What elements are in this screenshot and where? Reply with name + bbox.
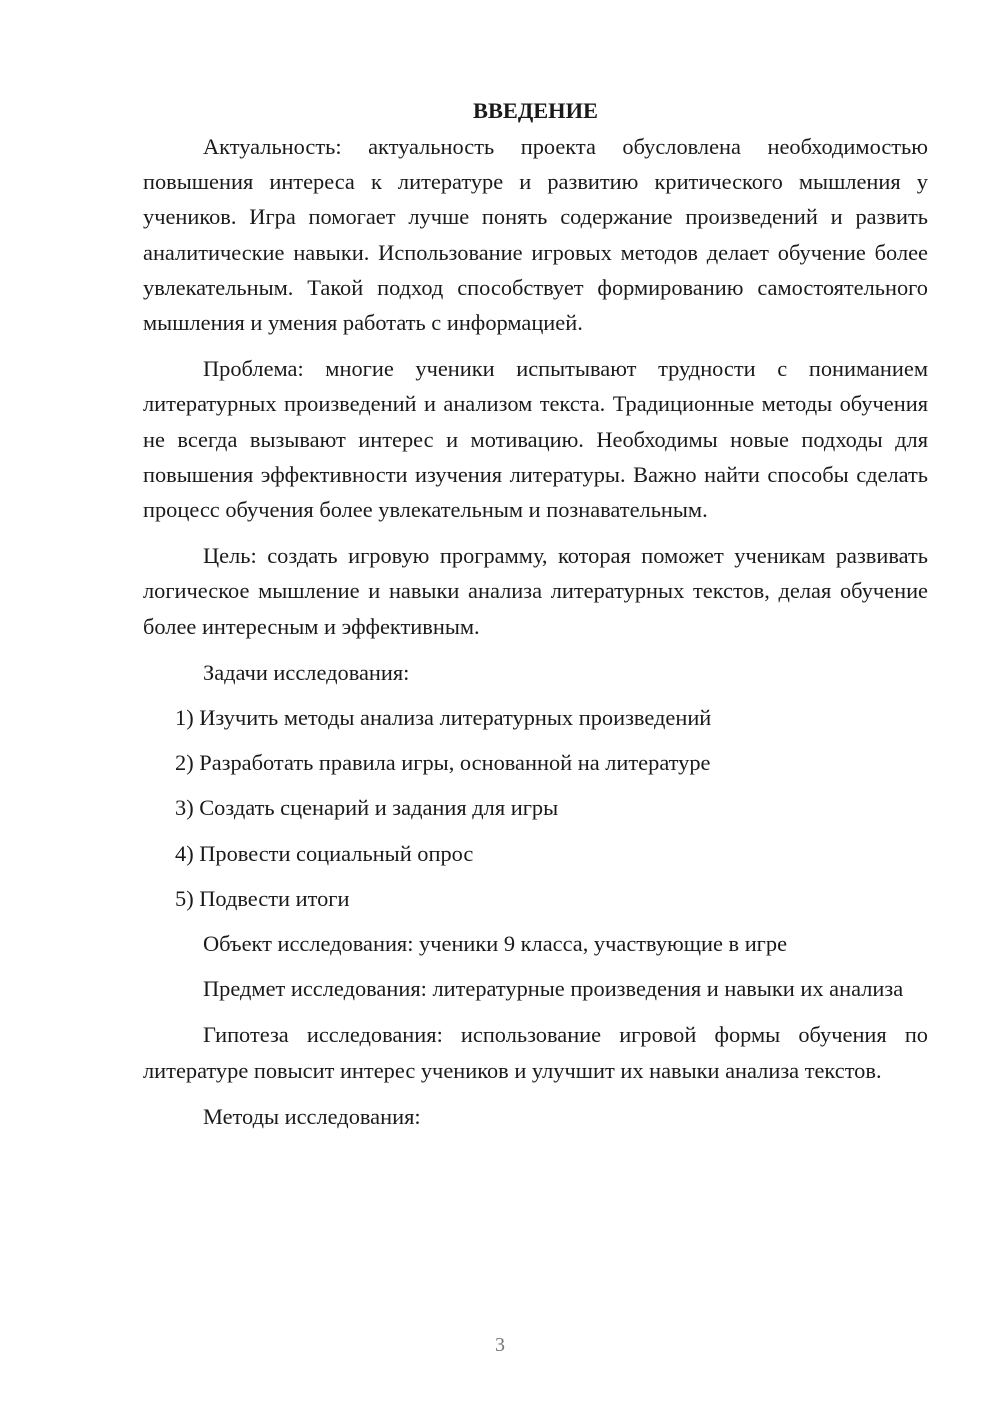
paragraph-object: Объект исследования: ученики 9 класса, участвующие в игре <box>203 931 788 957</box>
paragraph-relevance: Актуальность: актуальность проекта обусловлена необходимостью повышения интереса к литературе и развитию критического мышления у учеников. Игра помогает лучше понять содержание произведений и развить аналитические навыки. Использование игровых методов делает обучение более увлекательным. Такой подход способствует формированию самостоятельного мышления и умения работать с информацией. <box>143 134 928 336</box>
list-item: 2) Разработать правила игры, основанной на литературе <box>175 750 711 776</box>
section-title: ВВЕДЕНИЕ <box>473 98 598 123</box>
paragraph-goal: Цель: создать игровую программу, которая поможет ученикам развивать логическое мышление и навыки анализа литературных текстов, делая обучение более интересным и эффективным. <box>143 543 928 639</box>
list-item: 1) Изучить методы анализа литературных произведений <box>175 705 712 731</box>
paragraph-subject: Предмет исследования: литературные произведения и навыки их анализа <box>203 976 904 1002</box>
list-item: 4) Провести социальный опрос <box>175 840 474 866</box>
paragraph-problem: Проблема: многие ученики испытывают трудности с пониманием литературных произведений и анализом текста. Традиционные методы обучения не всегда вызывают интерес и мотивацию. Необходимы новые подходы для повышения эффективности изучения литературы. Важно найти способы сделать процесс обучения более увлекательным и познавательным. <box>143 356 928 523</box>
paragraph-hypothesis: Гипотеза исследования: использование игровой формы обучения по литературе повысит интерес учеников и улучшит их навыки анализа текстов. <box>143 1022 928 1083</box>
tasks-list <box>143 700 928 916</box>
tasks-heading: Задачи исследования: <box>203 659 410 685</box>
methods-heading: Методы исследования: <box>203 1103 421 1129</box>
document-page <box>143 92 928 1144</box>
list-item: 5) Подвести итоги <box>175 885 350 911</box>
page-number: 3 <box>495 1334 505 1356</box>
list-item: 3) Создать сценарий и задания для игры <box>175 795 559 821</box>
